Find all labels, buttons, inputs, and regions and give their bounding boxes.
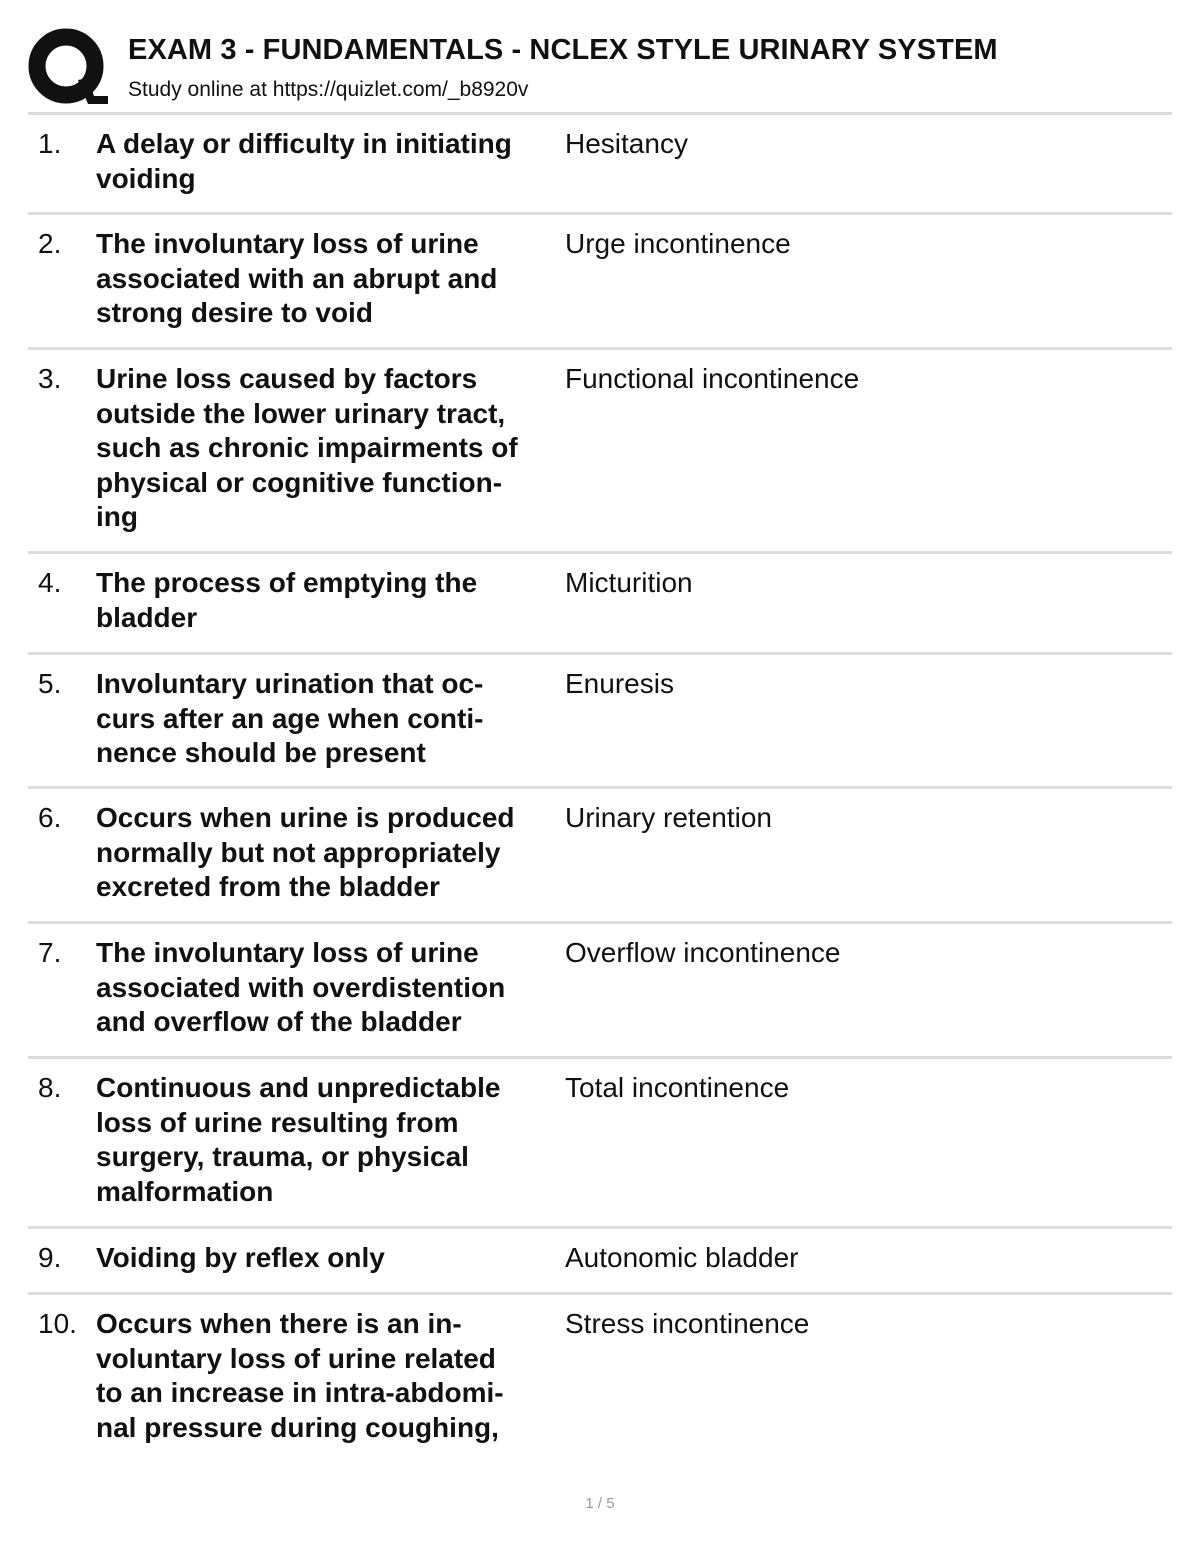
page-number: 1 / 5 [585, 1495, 615, 1512]
card-number: 3. [38, 363, 62, 394]
card-definition: Functional incontinence [565, 363, 860, 394]
card-definition: Overflow incontinence [565, 937, 841, 968]
card-term: Occurs when urine is produced normally but not appropriately excreted from the bladder [96, 802, 515, 902]
card-term: The involuntary loss of urine associated with an abrupt and strong desire to void [96, 228, 498, 328]
card-definition: Stress incontinence [565, 1308, 810, 1339]
card-number: 7. [38, 937, 62, 968]
card-number: 1. [38, 128, 62, 159]
card-term: Voiding by reflex only [96, 1242, 385, 1273]
card-row [28, 212, 1172, 347]
card-row [28, 921, 1172, 1056]
card-row [28, 652, 1172, 786]
card-number: 2. [38, 228, 62, 259]
card-row [28, 786, 1172, 921]
card-list [28, 112, 1172, 1452]
card-definition: Micturition [565, 567, 693, 598]
card-number: 4. [38, 567, 62, 598]
study-online-link[interactable]: Study online at https://quizlet.com/_b8920v [128, 78, 529, 101]
card-row [28, 1226, 1172, 1292]
card-term: Occurs when there is an in- voluntary loss of urine related to an increase in intra-abdomi- nal pressure during coughing, [96, 1308, 504, 1443]
card-term: A delay or difficulty in initiating voiding [96, 128, 512, 194]
card-term: The involuntary loss of urine associated with overdistention and overflow of the bladder [96, 937, 506, 1037]
card-term: Continuous and unpredictable loss of urine resulting from surgery, trauma, or physical malformation [96, 1072, 501, 1207]
card-term: Involuntary urination that oc- curs after an age when conti- nence should be present [96, 668, 484, 768]
card-definition: Total incontinence [565, 1072, 790, 1103]
card-term: Urine loss caused by factors outside the lower urinary tract, such as chronic impairments of physical or cognitive function- ing [96, 363, 518, 532]
card-definition: Autonomic bladder [565, 1242, 799, 1273]
card-number: 8. [38, 1072, 62, 1103]
card-row [28, 112, 1172, 212]
card-definition: Hesitancy [565, 128, 688, 159]
card-number: 10. [38, 1308, 77, 1339]
page-title: EXAM 3 - FUNDAMENTALS - NCLEX STYLE URINARY SYSTEM [128, 34, 998, 66]
card-row [28, 347, 1172, 551]
card-definition: Urge incontinence [565, 228, 791, 259]
card-definition: Urinary retention [565, 802, 772, 833]
quizlet-logo-icon [28, 28, 108, 108]
card-definition: Enuresis [565, 668, 674, 699]
card-row [28, 1056, 1172, 1226]
card-term: The process of emptying the bladder [96, 567, 478, 633]
card-number: 6. [38, 802, 62, 833]
card-row [28, 1292, 1172, 1452]
page-header [28, 28, 1172, 112]
card-number: 9. [38, 1242, 62, 1273]
card-row [28, 551, 1172, 652]
card-number: 5. [38, 668, 62, 699]
